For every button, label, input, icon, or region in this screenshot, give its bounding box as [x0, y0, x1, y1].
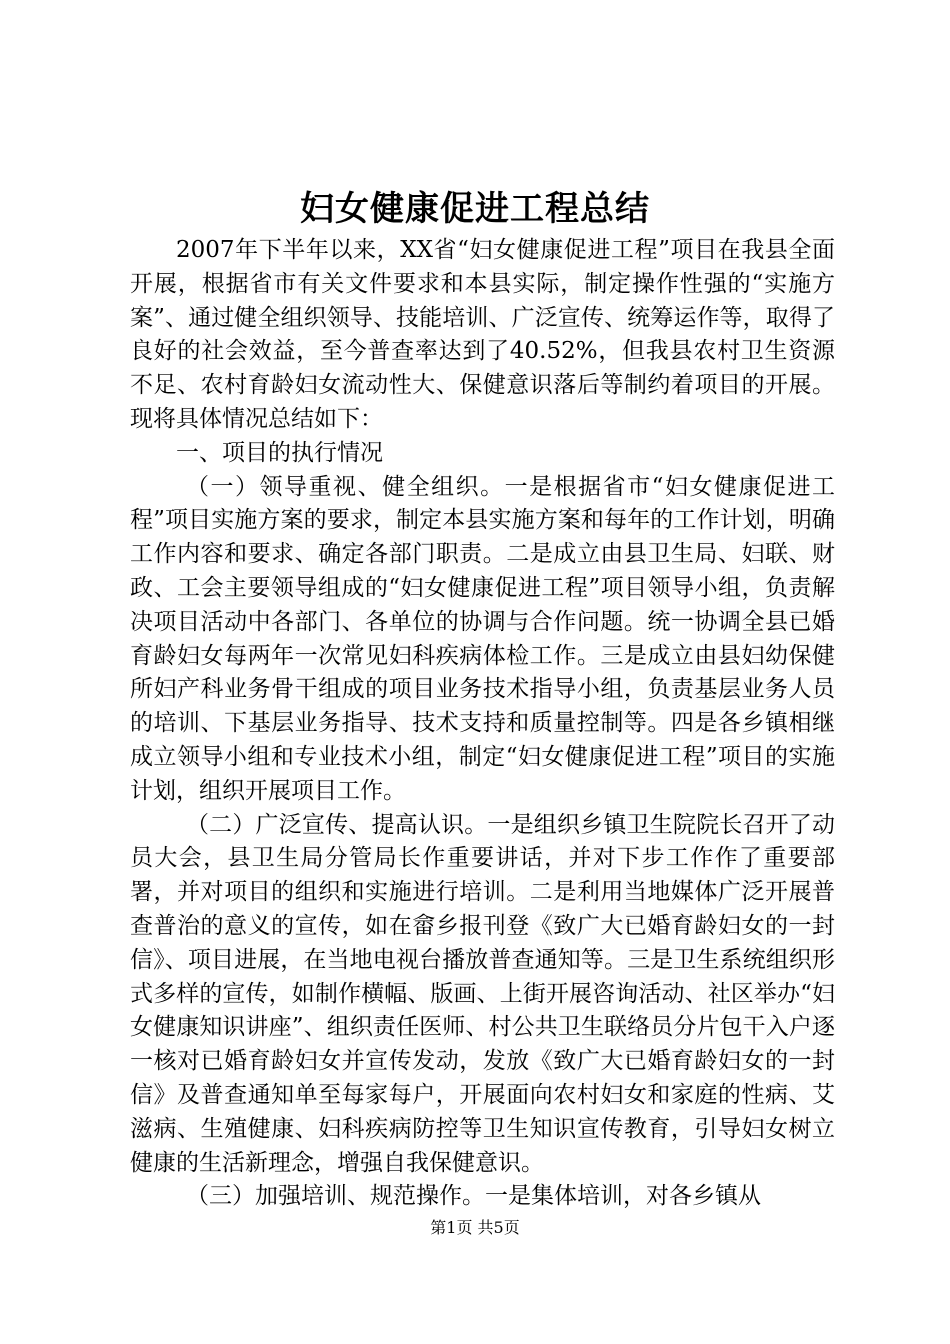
document-body: [130, 234, 835, 1214]
subsection-paragraph-1: （一）领导重视、健全组织。一是根据省市“妇女健康促进工程”项目实施方案的要求，制定本县实施方案和每年的工作计划，明确工作内容和要求、确定各部门职责。二是成立由县卫生局、妇联、财政、工会主要领导组成的“妇女健康促进工程”项目领导小组，负责解决项目活动中各部门、各单位的协调与合作问题。统一协调全县已婚育龄妇女每两年一次常见妇科疾病体检工作。三是成立由县妇幼保健所妇产科业务骨干组成的项目业务技术指导小组，负责基层业务人员的培训、下基层业务指导、技术支持和质量控制等。四是各乡镇相继成立领导小组和专业技术小组，制定“妇女健康促进工程”项目的实施计划，组织开展项目工作。: [130, 473, 835, 804]
page-footer: 第1页 共5页: [430, 1218, 520, 1237]
subsection-paragraph-3: （三）加强培训、规范操作。一是集体培训，对各乡镇从: [186, 1183, 761, 1210]
subsection-paragraph-2: （二）广泛宣传、提高认识。一是组织乡镇卫生院院长召开了动员大会，县卫生局分管局长作重要讲话，并对下步工作作了重要部署，并对项目的组织和实施进行培训。二是利用当地媒体广泛开展普查普治的意义的宣传，如在畲乡报刊登《致广大已婚育龄妇女的一封信》、项目进展，在当地电视台播放普查通知等。三是卫生系统组织形式多样的宣传，如制作横幅、版画、上街开展咨询活动、社区举办“妇女健康知识讲座”、组织责任医师、村公共卫生联络员分片包干入户逐一核对已婚育龄妇女并宣传发动，发放《致广大已婚育龄妇女的一封信》及普查通知单至每家每户，开展面向农村妇女和家庭的性病、艾滋病、生殖健康、妇科疾病防控等卫生知识宣传教育，引导妇女树立健康的生活新理念，增强自我保健意识。: [130, 811, 835, 1176]
intro-paragraph: 2007年下半年以来，XX省“妇女健康促进工程”项目在我县全面开展，根据省市有关文件要求和本县实际，制定操作性强的“实施方案”、通过健全组织领导、技能培训、广泛宣传、统筹运作等，取得了良好的社会效益，至今普查率达到了40.52%，但我县农村卫生资源不足、农村育龄妇女流动性大、保健意识落后等制约着项目的开展。现将具体情况总结如下：: [130, 237, 835, 432]
section-heading: 一、项目的执行情况: [176, 439, 383, 466]
document-title: 妇女健康促进工程总结: [300, 189, 650, 229]
